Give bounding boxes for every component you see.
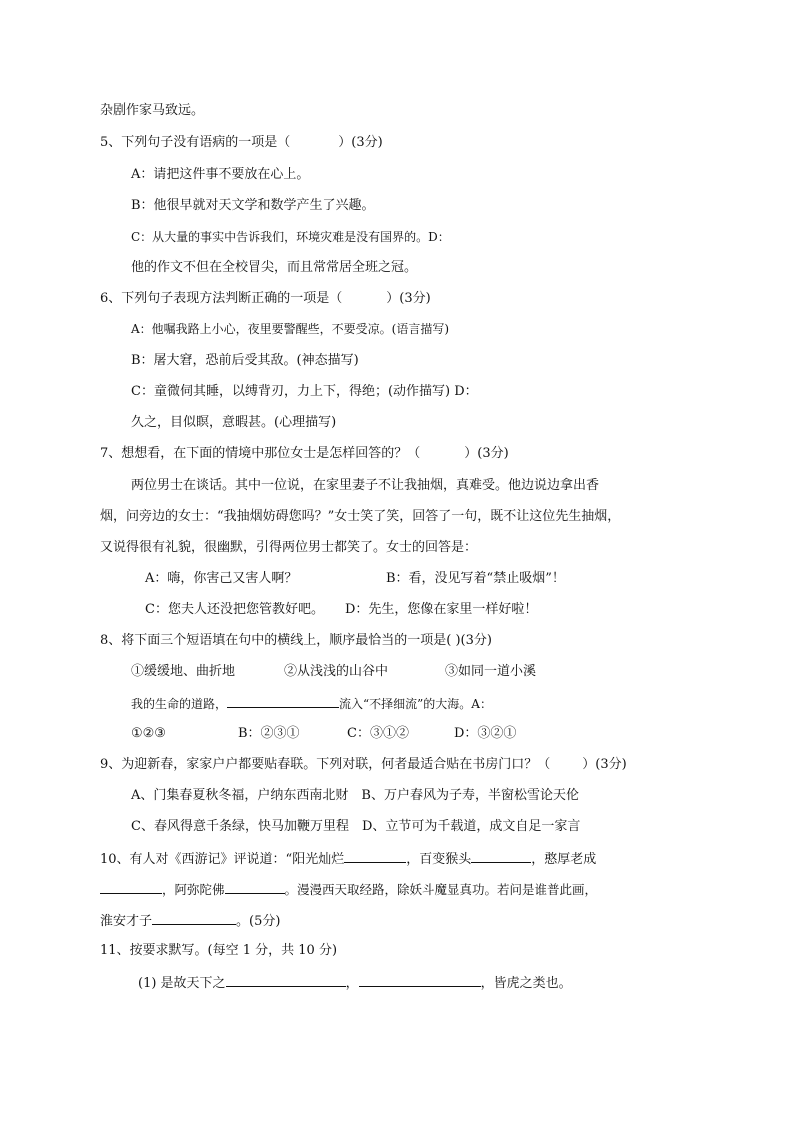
question-9-options-ab: A、门集春夏秋冬福，户纳东西南北财 B、万户春风为子寿，半窗松雪论天伦 xyxy=(131,788,579,803)
question-6-option-c: C：童微伺其睡，以缚背刃，力上下，得绝；(动作描写) D： xyxy=(131,384,478,399)
question-7-passage-line-2: 烟，问旁边的女士：“我抽烟妨碍您吗？”女士笑了笑，回答了一句，既不让这位先生抽烟， xyxy=(100,509,621,524)
question-9-stem xyxy=(100,756,627,774)
question-6-option-b: B：屠大窘，恐前后受其敌。(神态描写) xyxy=(131,353,359,368)
question-6-option-d: 久之，目似瞑，意暇甚。(心理描写) xyxy=(131,415,337,430)
question-10-line-2 xyxy=(100,880,597,899)
question-7-option-a: A：嗨，你害己又害人啊？ xyxy=(145,571,298,586)
question-7-score: ）(3分) xyxy=(464,446,509,461)
fill-blank xyxy=(471,849,531,863)
question-6-text: 6、下列句子表现方法判断正确的一项是（ xyxy=(100,291,343,306)
question-8-option-a: ①②③ xyxy=(131,726,166,741)
question-8-option-d: D：③②① xyxy=(454,726,517,741)
question-8-option-c: C：③①② xyxy=(347,726,409,741)
question-7-text: 7、想想看，在下面的情境中那位女士是怎样回答的？（ xyxy=(100,446,421,461)
question-8-option-b: B：②③① xyxy=(238,726,300,741)
question-10-text: ，憨厚老成 xyxy=(531,852,597,867)
question-10-line-1 xyxy=(100,849,596,869)
question-5-option-b: B：他很早就对天文学和数学产生了兴趣。 xyxy=(131,198,375,213)
question-6-stem xyxy=(100,290,431,308)
fill-blank xyxy=(100,880,162,894)
question-9-score: ）(3分) xyxy=(582,757,627,772)
fill-blank xyxy=(225,880,285,894)
question-7-stem xyxy=(100,445,509,463)
question-8-phrase-3: ③如同一道小溪 xyxy=(445,664,537,679)
question-7-passage-line-1: 两位男士在谈话。其中一位说，在家里妻子不让我抽烟，真难受。他边说边拿出香 xyxy=(131,478,600,493)
fill-blank xyxy=(226,973,346,987)
fill-blank xyxy=(152,911,236,925)
question-11-stem: 11、按要求默写。(每空 1 分，共 10 分) xyxy=(100,943,338,958)
question-8-sentence-end: 流入“不择细流”的大海。A： xyxy=(339,697,492,711)
question-7-option-c: C：您夫人还没把您管教好吧。 xyxy=(145,602,324,617)
question-7-option-d: D：先生，您像在家里一样好啦！ xyxy=(345,602,538,617)
fill-blank xyxy=(359,973,481,987)
question-7-option-b: B：看，没见写着“禁止吸烟”！ xyxy=(386,571,565,586)
question-5-option-c: C：从大量的事实中告诉我们，环境灾难是没有国界的。D： xyxy=(131,230,450,244)
question-10-text: 10、有人对《西游记》评说道：“阳光灿烂 xyxy=(100,852,345,867)
question-9-text: 9、为迎新春，家家户户都要贴春联。下列对联，何者最适合贴在书房门口？（ xyxy=(100,757,551,772)
fill-blank xyxy=(227,694,339,708)
question-5-text: 5、下列句子没有语病的一项是（ xyxy=(100,135,291,150)
question-8-phrase-2: ②从浅浅的山谷中 xyxy=(284,664,389,679)
question-10-text: ，百变猴头 xyxy=(406,852,472,867)
question-10-text: 。(5分) xyxy=(236,914,281,929)
question-6-option-a: A：他嘱我路上小心，夜里要警醒些，不要受凉。(语言描写) xyxy=(131,322,450,336)
question-10-line-3 xyxy=(100,911,280,931)
question-8-stem: 8、将下面三个短语填在句中的横线上，顺序最恰当的一项是( )(3分) xyxy=(100,633,492,648)
question-10-text: ，阿弥陀佛 xyxy=(162,882,225,897)
question-5-option-a: A：请把这件事不要放在心上。 xyxy=(131,167,310,182)
question-11-text: (1) 是故天下之 xyxy=(138,976,226,991)
question-8-phrase-1: ①缓缓地、曲折地 xyxy=(131,664,236,679)
question-8-sentence xyxy=(131,694,492,713)
question-10-text: 。漫漫西天取经路，除妖斗魔显真功。若问是谁普此画， xyxy=(284,882,598,897)
question-8-sentence-start: 我的生命的道路， xyxy=(131,697,228,711)
question-7-passage-line-3: 又说得很有礼貌，很幽默，引得两位男士都笑了。女士的回答是： xyxy=(100,540,478,555)
fill-blank xyxy=(344,849,406,863)
question-11-item-1 xyxy=(138,973,572,993)
question-6-score: ）(3分) xyxy=(386,291,431,306)
question-5-stem xyxy=(100,134,383,152)
question-5-score: ）(3分) xyxy=(338,135,383,150)
text-line-continuation: 杂剧作家马致远。 xyxy=(100,103,205,118)
question-9-options-cd: C、春风得意千条绿，快马加鞭万里程 D、立节可为千载道，成文自足一家言 xyxy=(131,819,581,834)
question-11-text: ， xyxy=(345,976,359,991)
question-10-text: 淮安才子 xyxy=(100,914,153,929)
question-5-option-d: 他的作文不但在全校冒尖，而且常常居全班之冠。 xyxy=(131,260,418,275)
question-11-text: ，皆虎之类也。 xyxy=(480,976,572,991)
